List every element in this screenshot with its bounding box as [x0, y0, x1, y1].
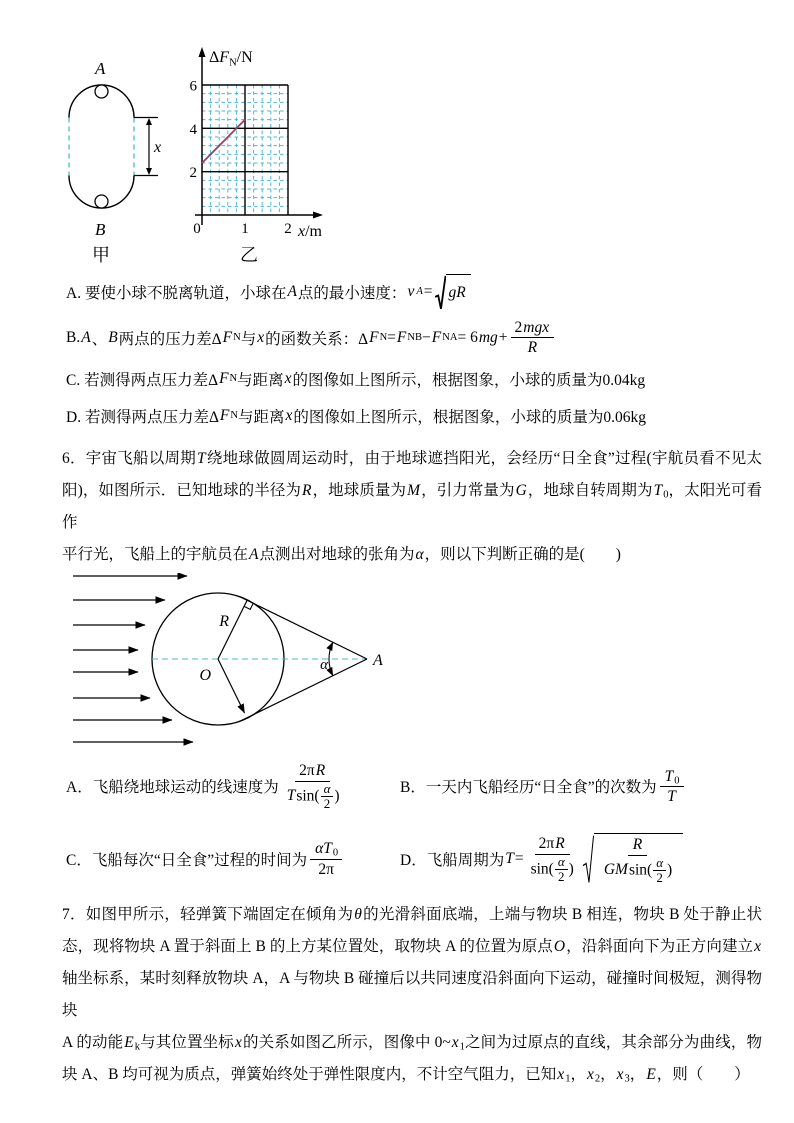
tangent-upper: [239, 597, 367, 660]
q7-line-3: 轴坐标系，某时刻释放物块 A，A 与物块 B 碰撞后以共同速度沿斜面向下运动，碰撞时间极短，测得物块: [62, 970, 762, 1020]
q7-line-4: A 的动能$E_k$与其位置坐标x的关系如图乙所示，图像中 $0\sim x_1$之间为过原点的直线，其余部分为曲线，物: [62, 1034, 762, 1053]
q6-option-c: C．飞船每次“日全食”过程的时间为 $\frac{\alpha T_0}{2\pi}$: [66, 839, 400, 879]
svg-text:4: 4: [189, 121, 197, 138]
q5-force-graph: [185, 40, 345, 268]
q5-options: [66, 274, 794, 431]
q5-option-c: C. 若测得两点压力差Δ F N 与距离 x 的图像如上图所示，根据图象，小球的质量为0.04kg: [66, 370, 646, 390]
label-R: R: [219, 613, 229, 631]
svg-text:6: 6: [189, 78, 197, 95]
q7-stem: [62, 899, 762, 1091]
q6-line-1: 6．宇宙飞船以周期T绕地球做圆周运动时，由于地球遮挡阳光，会经历“日全食”过程(宇航员看不见太: [62, 450, 762, 468]
svg-text:2: 2: [284, 221, 292, 237]
y-axis-label: $\Delta F_N/N$: [209, 49, 253, 69]
label-alpha: α: [320, 657, 328, 674]
caption-yi: 乙: [240, 245, 258, 265]
label-x: x: [154, 139, 162, 156]
q6-eclipse-figure: [35, 573, 435, 757]
q6-options: [66, 761, 794, 885]
q6-line-3: 平行光，飞船上的宇航员在A点测出对地球的张角为α，则以下判断正确的是( ): [62, 546, 621, 564]
q5-option-b: B. A 、 B 两点的压力差Δ F N 与 x 的函数关系：Δ F N = F NB − F NA = 6 mg + $\frac{\text{2mgx}}{R}$: [66, 318, 794, 358]
q6-option-a: A．飞船绕地球运动的线速度为 2πR Tsin( $\frac{\alpha}{2}$ ): [66, 762, 340, 812]
tangent-lower: [239, 659, 367, 722]
q6-stem: [62, 443, 762, 571]
radius-lower-arrow: [218, 659, 245, 713]
q7-line-1: 7．如图甲所示，轻弹簧下端固定在倾角为θ的光滑斜面底端，上端与物块 B 相连，物块 B 处于静止状: [62, 906, 762, 924]
q6-option-d: D．飞船周期为 T = 2πR sin( $\frac{\alpha}{2}$ ) R GMsin( $\frac{\alpha}{2}$ ): [400, 833, 794, 885]
ball-A: [95, 85, 108, 98]
q5-option-a: A. 要使小球不脱离轨道，小球在 A 点的最小速度： v A = gR: [66, 274, 794, 311]
x-arrow-down: [146, 168, 152, 175]
q5-track-figure: [52, 40, 167, 268]
q7-line-2: 态，现将物块 A 置于斜面上 B 的上方某位置处，取物块 A 的位置为原点O，沿斜面向下为正方向建立x: [62, 938, 761, 956]
graph-series: [202, 120, 245, 163]
label-A-point: A: [373, 652, 383, 670]
ball-B: [95, 195, 108, 208]
caption-jia: 甲: [92, 245, 110, 265]
x-axis-arrow: [313, 212, 323, 219]
label-A: A: [95, 59, 106, 78]
q6-option-b: B．一天内飞船经历“日全食”的次数为 $\frac{T_0}{T}$: [400, 767, 794, 807]
q6-line-2: 阳)，如图所示．已知地球的半径为R，地球质量为M，引力常量为G，地球自转周期为$T_0$，太阳光可看作: [62, 482, 762, 532]
label-O: O: [199, 667, 211, 685]
label-B: B: [95, 220, 106, 239]
q5-figures: [52, 40, 794, 268]
q5-option-d: D. 若测得两点压力差Δ F N 与距离 x 的图像如上图所示，根据图象，小球的质量为0.06kg: [66, 407, 647, 427]
q7-line-5: 块 A、B 均可视为质点，弹簧始终处于弹性限度内，不计空气阻力，已知$x_1$，$x_2$，$x_3$，E，则（ ）: [62, 1066, 750, 1085]
svg-text:1: 1: [241, 221, 249, 237]
y-axis-arrow: [199, 47, 206, 57]
x-arrow-up: [146, 118, 152, 125]
x-axis-label: x/m: [298, 223, 322, 240]
svg-text:0: 0: [193, 221, 201, 237]
svg-text:2: 2: [189, 165, 197, 182]
